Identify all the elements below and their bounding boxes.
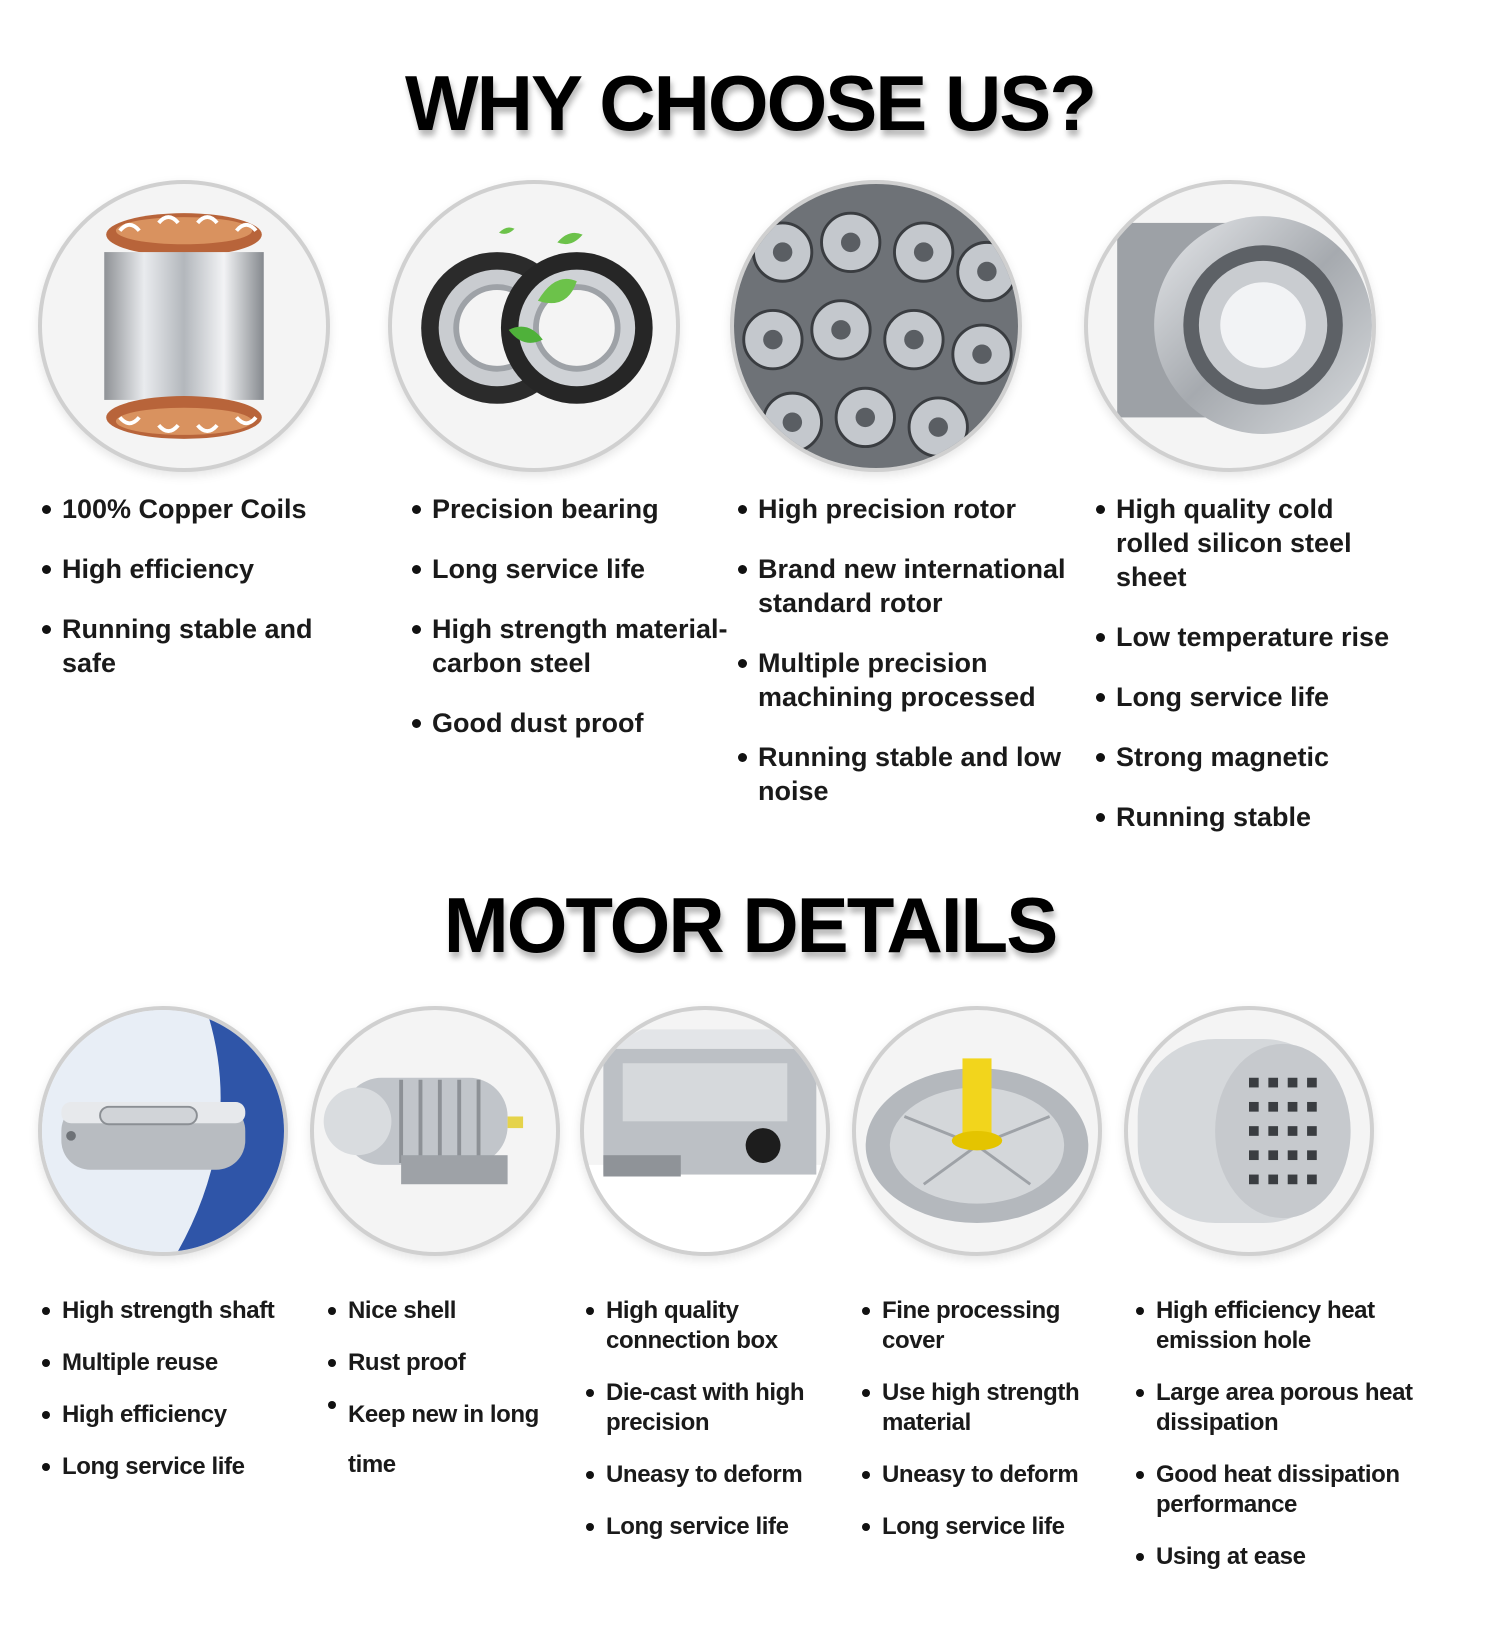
heat-emission-hole-image (1124, 1006, 1374, 1256)
list-item: High precision rotor (736, 492, 1066, 526)
list-item: Long service life (584, 1512, 844, 1542)
list-item: Running stable and low noise (736, 740, 1066, 808)
silicon-steel-sheet-image (1084, 180, 1376, 472)
bearing-image (388, 180, 680, 472)
silicon-steel-features-list (1094, 492, 1414, 860)
list-item: Brand new international standard rotor (736, 552, 1066, 620)
list-item: Long service life (410, 552, 730, 586)
bearing-features-list (410, 492, 730, 766)
why-choose-us-title: WHY CHOOSE US? (405, 59, 1095, 147)
connection-box-features-list (584, 1296, 844, 1564)
list-item: Nice shell (326, 1296, 556, 1326)
list-item: High efficiency (40, 552, 360, 586)
list-item: Fine processing cover (860, 1296, 1120, 1356)
heat-emission-features-list (1134, 1296, 1424, 1594)
processing-cover-image (852, 1006, 1102, 1256)
list-item: High strength material-carbon steel (410, 612, 730, 680)
list-item: High quality connection box (584, 1296, 844, 1356)
shell-features-list (326, 1296, 556, 1512)
list-item: Large area porous heat dissipation (1134, 1378, 1424, 1438)
list-item: Use high strength material (860, 1378, 1120, 1438)
list-item: Running stable and safe (40, 612, 360, 680)
connection-box-image (580, 1006, 830, 1256)
list-item: Precision bearing (410, 492, 730, 526)
list-item: Keep new in long time (326, 1390, 556, 1490)
list-item: Strong magnetic (1094, 740, 1414, 774)
list-item: High strength shaft (40, 1296, 310, 1326)
list-item: High efficiency (40, 1400, 310, 1430)
list-item: High quality cold rolled silicon steel sheet (1094, 492, 1414, 594)
rotor-features-list (736, 492, 1066, 834)
cover-features-list (860, 1296, 1120, 1564)
list-item: Multiple reuse (40, 1348, 310, 1378)
shaft-features-list (40, 1296, 310, 1504)
list-item: High efficiency heat emission hole (1134, 1296, 1424, 1356)
stator-coil-image (38, 180, 330, 472)
list-item: Low temperature rise (1094, 620, 1414, 654)
rotor-image (730, 180, 1022, 472)
list-item: Using at ease (1134, 1542, 1424, 1572)
motor-shell-image (310, 1006, 560, 1256)
list-item: Good heat dissipation performance (1134, 1460, 1424, 1520)
list-item: Uneasy to deform (860, 1460, 1120, 1490)
stator-features-list (40, 492, 360, 706)
motor-details-title: MOTOR DETAILS (443, 881, 1057, 969)
list-item: Long service life (860, 1512, 1120, 1542)
list-item: Long service life (1094, 680, 1414, 714)
list-item: 100% Copper Coils (40, 492, 360, 526)
list-item: Long service life (40, 1452, 310, 1482)
list-item: Good dust proof (410, 706, 730, 740)
list-item: Uneasy to deform (584, 1460, 844, 1490)
list-item: Die-cast with high precision (584, 1378, 844, 1438)
shaft-image (38, 1006, 288, 1256)
list-item: Rust proof (326, 1348, 556, 1378)
list-item: Multiple precision machining processed (736, 646, 1066, 714)
list-item: Running stable (1094, 800, 1414, 834)
